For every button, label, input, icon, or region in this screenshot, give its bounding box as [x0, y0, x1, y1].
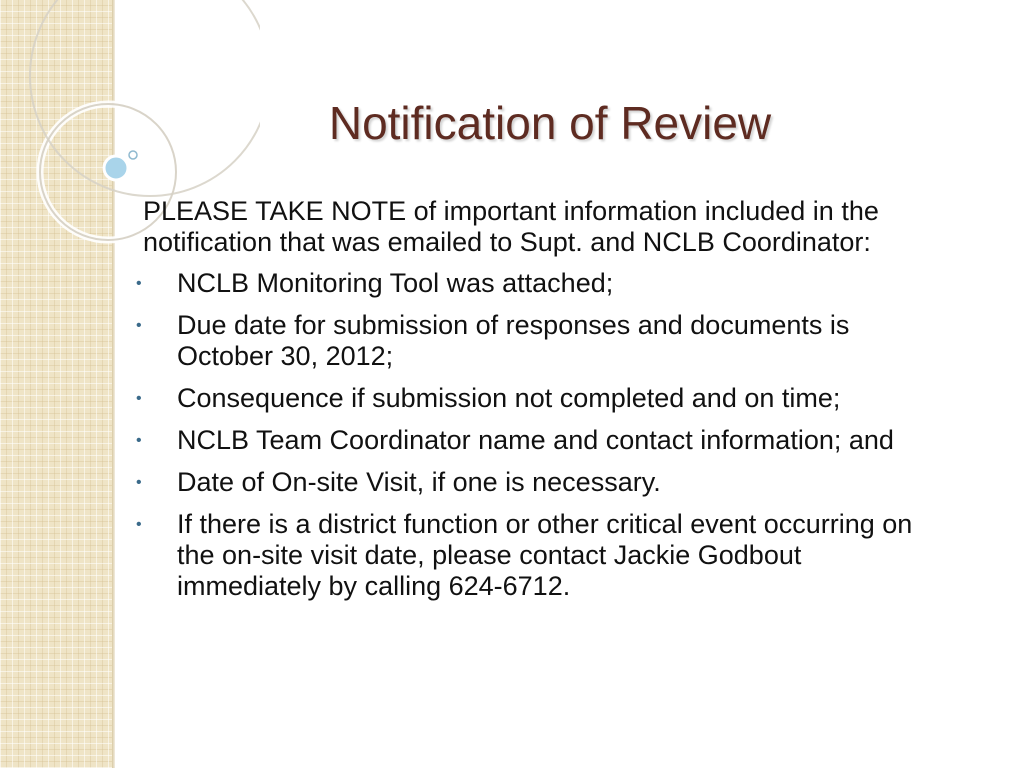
bullet-icon: •: [136, 474, 142, 491]
list-item-text: NCLB Team Coordinator name and contact information; and: [177, 425, 894, 455]
bullet-icon: •: [136, 390, 142, 407]
bullet-icon: •: [136, 317, 142, 334]
bullet-list: [136, 268, 933, 602]
list-item: [136, 509, 933, 602]
bullet-icon: •: [136, 432, 142, 449]
list-item: [136, 268, 933, 299]
list-item: [136, 467, 933, 498]
bullet-icon: •: [136, 516, 142, 533]
list-item: [136, 310, 933, 372]
slide-title: Notification of Review: [328, 97, 772, 149]
list-item: [136, 425, 933, 456]
slide-content: [136, 196, 933, 613]
list-item-text: NCLB Monitoring Tool was attached;: [177, 268, 614, 298]
list-item-text: Date of On-site Visit, if one is necessary.: [177, 467, 661, 497]
list-item-text: Due date for submission of responses and documents is October 30, 2012;: [177, 310, 850, 371]
list-item: [136, 383, 933, 414]
intro-paragraph: PLEASE TAKE NOTE of important information included in the notification that was emailed to Supt. and NCLB Coordinator:: [143, 196, 879, 257]
list-item-text: Consequence if submission not completed and on time;: [177, 383, 841, 413]
list-item-text: If there is a district function or other critical event occurring on the on-site visit date, please contact Jackie Godbout immediately by calling 624-6712.: [177, 509, 913, 601]
bullet-icon: •: [136, 275, 142, 292]
